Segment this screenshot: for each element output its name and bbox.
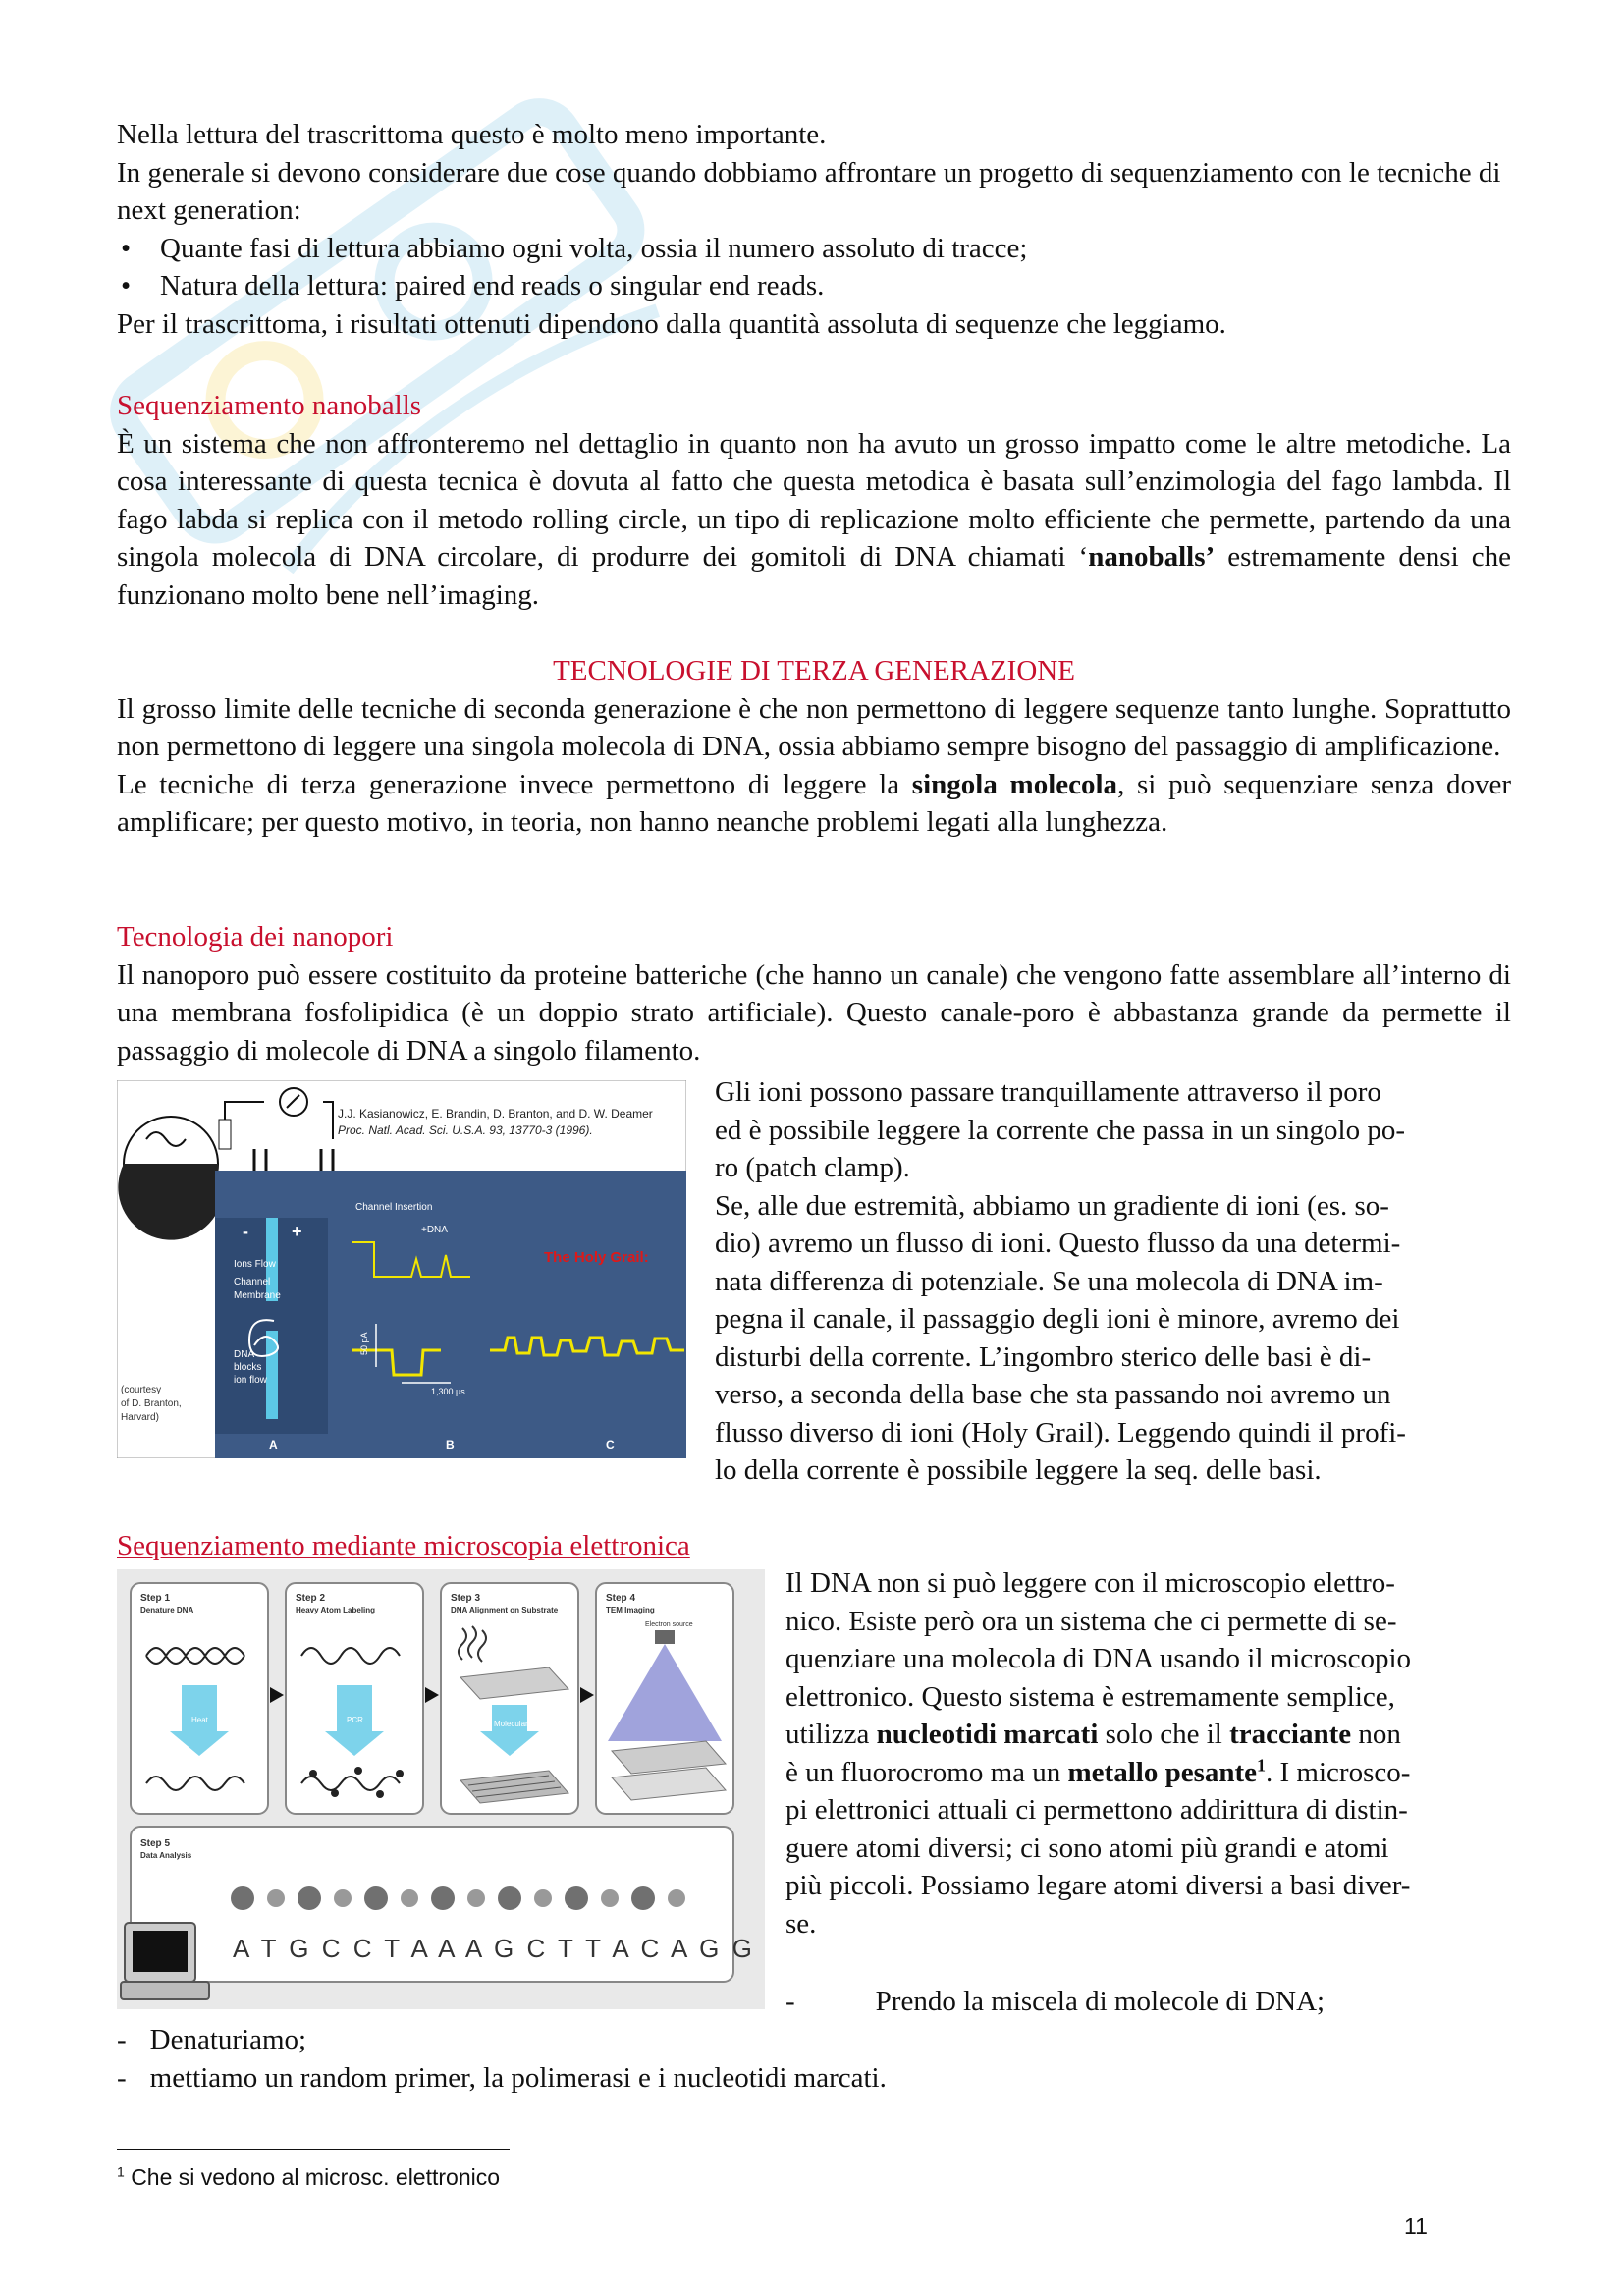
third-gen-heading: TECNOLOGIE DI TERZA GENERAZIONE [553,655,1075,686]
ions-flow-label: Ions Flow [234,1259,276,1270]
step-name: DNA Alignment on Substrate [451,1606,559,1614]
courtesy-line-1: (courtesy [121,1385,162,1395]
step-number: Step 5 [140,1838,171,1849]
em-side-line: quenziare una molecola di DNA usando il microscopio [785,1643,1412,1674]
panel-a-label: A [269,1438,278,1451]
em-bold-tracciante: tracciante [1229,1719,1352,1750]
list-item [117,230,1511,268]
nanopores-heading: Tecnologia dei nanopori [117,921,394,953]
dna-blocks-label-1: DNA [234,1349,255,1360]
em-side-line: Il DNA non si può leggere con il microscopio elettro- [785,1567,1395,1599]
courtesy-line-2: of D. Branton, [121,1398,182,1409]
nanopores-side-line: Gli ioni possono passare tranquillamente attraverso il poro [715,1076,1381,1108]
channel-insertion-label: Channel Insertion [355,1202,433,1213]
nanoballs-section [117,387,1511,614]
nanopores-section [117,918,1511,1069]
em-bold-nucleotidi: nucleotidi marcati [876,1719,1099,1750]
nanopores-side-line: Se, alle due estremità, abbiamo un gradiente di ioni (es. so- [715,1189,1389,1222]
step-arrow-label: Molecular Combing [494,1720,562,1728]
nanopores-side-line: ed è possibile leggere la corrente che passa in un singolo po- [715,1114,1406,1146]
em-side-line: guere atomi diversi; ci sono atomi più grandi e atomi [785,1831,1389,1864]
nanopores-side-line: pegna il canale, il passaggio degli ioni è minore, avremo dei [715,1303,1400,1335]
step-card-4 [596,1583,733,1814]
nanopores-side-line: nata differenza di potenziale. Se una molecola di DNA im- [715,1265,1383,1297]
step-card-3 [441,1583,578,1814]
step-name: Heavy Atom Labeling [296,1606,376,1614]
nanoballs-text-a: È un sistema che non affronteremo nel dettaglio in quanto non ha avuto un grosso impatto come le altre metodiche. La cosa interessante di questa tecnica è dovuta al fatto che questa metodica è basata sull’enzimologia del fago lambda. Il fago labda si replica con il metodo rolling circle, un tipo di replicazione molto efficiente che permette, partendo da una singola molecola di DNA circolare, di produrre dei gomitoli di DNA chiamati ‘ [117,427,1511,573]
nanopores-side-text [715,1073,1520,1490]
em-side-line [785,1754,1517,1792]
nanopores-side-line: dio) avremo un flusso di ioni. Questo flusso da una determi- [715,1228,1401,1259]
footnote-ref[interactable]: 1 [1257,1754,1267,1775]
em-list-first [785,1983,1517,2021]
plus-label: + [292,1222,302,1241]
third-gen-paragraph-1: Il grosso limite delle tecniche di seconda generazione è che non permettono di leggere sequenze tanto lunghe. Soprattutto non permettono di leggere una singola molecola di DNA, ossia abbiamo sempre bisogno del passaggio di amplificazione. [117,692,1511,762]
dash-icon: - [117,2061,127,2094]
em-side-line: elettronico. Questo sistema è estremamente semplice, [785,1680,1395,1713]
step-card-1 [131,1583,268,1814]
third-gen-text-a: Le tecniche di terza generazione invece permettono di leggere la [117,768,912,800]
nanopores-side-line: lo della corrente è possibile leggere la seq. delle basi. [715,1454,1322,1486]
step-name: TEM Imaging [606,1606,655,1614]
nanoballs-text-b: estremamente densi che funzionano molto bene nell’imaging. [117,541,1511,611]
em-side-text [785,1564,1517,1942]
dna-blocks-label-3: ion flow [234,1375,267,1386]
footnote-text: Che si vedono al microsc. elettronico [131,2164,501,2190]
channel-label: Channel [234,1277,271,1287]
membrane-label: Membrane [234,1290,281,1301]
list-item [117,267,1511,305]
citation-line-2: Proc. Natl. Acad. Sci. U.S.A. 93, 13770-3 (1996). [338,1123,593,1137]
step-arrow-label: Electron source [645,1621,693,1628]
bullet-text: Natura della lettura: paired end reads o singular end reads. [160,270,825,301]
minus-label: - [243,1222,248,1241]
panel-c-label: C [606,1438,615,1451]
dash-icon: - [785,1986,795,2017]
panel-b-label: B [446,1438,455,1451]
list-item-text: Denaturiamo; [149,2024,307,2055]
intro-line-1: Nella lettura del trascrittoma questo è molto meno importante. [117,119,827,150]
em-bold-metallo: metallo pesante [1067,1756,1258,1788]
nanoballs-paragraph [117,425,1511,615]
em-text: . I microsco- [1266,1756,1411,1788]
courtesy-line-3: Harvard) [121,1412,159,1423]
em-text: è un fluorocromo ma un [785,1756,1068,1788]
holy-grail-label: The Holy Grail: [544,1249,649,1266]
em-side-line: più piccoli. Possiamo legare atomi diversi a basi diver- [785,1870,1411,1901]
nanopore-figure [117,1080,686,1458]
list-item-text: Prendo la miscela di molecole di DNA; [875,1986,1326,2017]
bullet-icon: • [121,232,132,264]
nanopores-paragraph: Il nanoporo può essere costituito da proteine batteriche (che hanno un canale) che vengono fatte assemblare all’interno di una membrana fosfolipidica (è un doppio strato artificiale). Questo canale-poro è abbastanza grande da permette il passaggio di molecole di DNA a singolo filamento. [117,958,1511,1066]
em-heading: Sequenziamento mediante microscopia elettronica [117,1530,690,1561]
em-side-line: nico. Esiste però ora un sistema che ci permette di se- [785,1605,1397,1637]
intro-line-2: In generale si devono considerare due cose quando dobbiamo affrontare un progetto di sequenziamento con le tecniche di next generation: [117,156,1501,226]
scale-pa-label: 50 pA [359,1332,369,1355]
dna-sequence: A T G C C T A A A G C T T A C A G G [233,1934,755,1963]
step-card-5 [131,1827,755,1982]
third-gen-text-b: , si può sequenziare senza dover amplificare; per questo motivo, in teoria, non hanno neanche problemi legati alla lunghezza. [117,768,1511,838]
footnote [117,2164,500,2191]
em-sequencing-figure [117,1569,765,2009]
third-gen-section [117,652,1511,842]
step-number: Step 4 [606,1593,636,1604]
nanopores-side-line: flusso diverso di ioni (Holy Grail). Leggendo quindi il profi- [715,1416,1406,1449]
step-name: Data Analysis [140,1851,192,1860]
step-arrow-label: PCR [347,1716,363,1724]
dna-blocks-label-2: blocks [234,1362,262,1373]
em-side-line: pi elettronici attuali ci permettono addirittura di distin- [785,1794,1408,1826]
em-text: solo che il [1098,1719,1230,1750]
list-item [117,2059,1511,2098]
footnote-separator [117,2149,510,2150]
list-item [785,1983,1517,2021]
list-item [117,2021,1511,2059]
em-text: non [1351,1719,1401,1750]
em-heading-block [117,1527,1511,1565]
page-number: 11 [1404,2214,1428,2239]
em-side-line [785,1716,1517,1754]
nanoballs-bold: nanoballs’ [1088,541,1216,573]
nanopores-side-line: disturbi della corrente. L’ingombro sterico delle basi è di- [715,1340,1372,1373]
citation-line-1: J.J. Kasianowicz, E. Brandin, D. Branton, and D. W. Deamer [338,1107,653,1121]
step-arrow-label: Heat [191,1716,208,1724]
scale-us-label: 1,300 µs [431,1387,465,1396]
intro-line-3: Per il trascrittoma, i risultati ottenuti dipendono dalla quantità assoluta di sequenze che leggiamo. [117,307,1226,340]
list-item-text: mettiamo un random primer, la polimerasi e i nucleotidi marcati. [149,2061,887,2094]
step-number: Step 2 [296,1593,326,1604]
third-gen-bold: singola molecola [911,768,1118,800]
em-text: utilizza [785,1719,877,1750]
step-number: Step 1 [140,1593,171,1604]
intro-block [117,116,1511,343]
nanopores-side-line: ro (patch clamp). [715,1152,910,1183]
em-side-line: se. [785,1907,817,1940]
nanopores-side-line: verso, a seconda della base che sta passando noi avremo un [715,1379,1391,1410]
plus-dna-label: +DNA [421,1225,448,1235]
dash-icon: - [117,2024,127,2055]
bullet-icon: • [121,270,132,301]
footnote-number: 1 [117,2163,125,2180]
third-gen-paragraph-2 [117,766,1511,842]
computer-icon [121,1923,209,1999]
bullet-text: Quante fasi di lettura abbiamo ogni volta, ossia il numero assoluto di tracce; [160,232,1028,264]
step-number: Step 3 [451,1593,481,1604]
nanoballs-heading: Sequenziamento nanoballs [117,390,422,421]
step-name: Denature DNA [140,1606,194,1614]
step-card-2 [286,1583,423,1814]
em-list [117,2021,1511,2097]
